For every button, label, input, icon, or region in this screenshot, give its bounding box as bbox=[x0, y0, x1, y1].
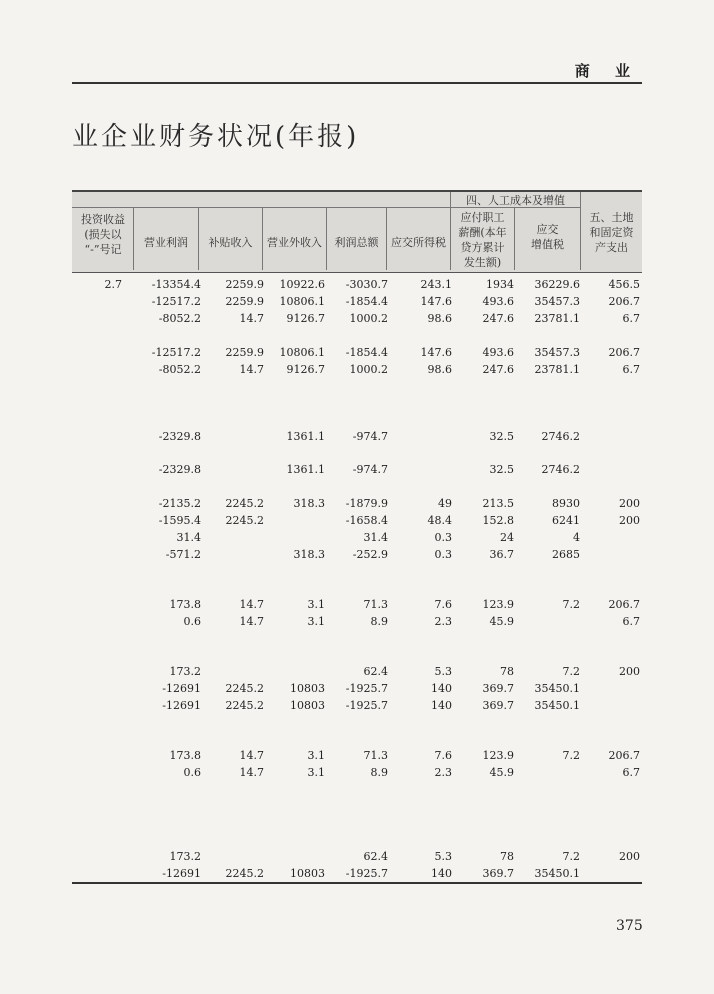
table-cell: -2329.8 bbox=[158, 463, 201, 476]
table-cell: 10803 bbox=[290, 682, 325, 695]
table-cell: 7.6 bbox=[434, 598, 452, 611]
table-cell: 9126.7 bbox=[286, 363, 325, 376]
page-number: 375 bbox=[616, 918, 643, 934]
table-cell: 10806.1 bbox=[279, 295, 325, 308]
table-cell: 200 bbox=[619, 665, 640, 678]
table-cell: 147.6 bbox=[420, 295, 452, 308]
table-cell: 8.9 bbox=[370, 766, 388, 779]
table-cell: 213.5 bbox=[482, 497, 514, 510]
table-cell: 2.7 bbox=[104, 278, 122, 291]
table-cell: 31.4 bbox=[176, 531, 201, 544]
table-cell: -252.9 bbox=[352, 548, 388, 561]
table-cell: 493.6 bbox=[482, 346, 514, 359]
table-cell: 7.2 bbox=[562, 598, 580, 611]
table-cell: 3.1 bbox=[307, 615, 325, 628]
table-cell: 173.8 bbox=[169, 749, 201, 762]
table-cell: 173.2 bbox=[169, 665, 201, 678]
table-cell: 2.3 bbox=[434, 615, 452, 628]
table-cell: 318.3 bbox=[293, 497, 325, 510]
table-cell: 200 bbox=[619, 514, 640, 527]
table-cell: 206.7 bbox=[608, 295, 640, 308]
table-cell: -1854.4 bbox=[345, 295, 388, 308]
table-cell: 48.4 bbox=[427, 514, 452, 527]
table-cell: 2.3 bbox=[434, 766, 452, 779]
table-cell: 200 bbox=[619, 497, 640, 510]
table-cell: 14.7 bbox=[239, 615, 264, 628]
table-cell: 14.7 bbox=[239, 598, 264, 611]
table-cell: 10803 bbox=[290, 699, 325, 712]
table-cell: 45.9 bbox=[489, 615, 514, 628]
table-cell: 1361.1 bbox=[286, 430, 325, 443]
table-cell: 98.6 bbox=[427, 312, 452, 325]
table-cell: 78 bbox=[500, 850, 514, 863]
table-cell: 369.7 bbox=[482, 867, 514, 880]
table-cell: 2245.2 bbox=[225, 867, 264, 880]
table-cell: 6.7 bbox=[622, 312, 640, 325]
table-cell: 5.3 bbox=[434, 665, 452, 678]
table-cell: 1000.2 bbox=[349, 363, 388, 376]
table-cell: -12691 bbox=[162, 699, 201, 712]
table-cell: 147.6 bbox=[420, 346, 452, 359]
table-cell: 140 bbox=[431, 699, 452, 712]
table-cell: 123.9 bbox=[482, 598, 514, 611]
table-cell: 0.6 bbox=[183, 766, 201, 779]
table-cell: 10806.1 bbox=[279, 346, 325, 359]
table-cell: 3.1 bbox=[307, 598, 325, 611]
table-cell: 78 bbox=[500, 665, 514, 678]
table-cell: 62.4 bbox=[363, 850, 388, 863]
table-cell: 1361.1 bbox=[286, 463, 325, 476]
table-cell: 8930 bbox=[552, 497, 580, 510]
table-cell: 36229.6 bbox=[534, 278, 580, 291]
header-wages: 应付职工 薪酬(本年 贷方累计 发生额) bbox=[458, 211, 507, 269]
table-cell: 71.3 bbox=[363, 598, 388, 611]
table-cell: -1854.4 bbox=[345, 346, 388, 359]
section-label: 商 业 bbox=[574, 62, 640, 80]
table-cell: 23781.1 bbox=[534, 363, 580, 376]
table-cell: 14.7 bbox=[239, 312, 264, 325]
table-cell: 35450.1 bbox=[534, 682, 580, 695]
page-title: 业企业财务状况(年报) bbox=[72, 122, 360, 152]
table-cell: 14.7 bbox=[239, 766, 264, 779]
table-cell: 243.1 bbox=[420, 278, 452, 291]
table-cell: -8052.2 bbox=[158, 312, 201, 325]
table-cell: 318.3 bbox=[293, 548, 325, 561]
table-cell: 2245.2 bbox=[225, 514, 264, 527]
table-cell: -8052.2 bbox=[158, 363, 201, 376]
table-cell: 7.2 bbox=[562, 850, 580, 863]
table-cell: 0.6 bbox=[183, 615, 201, 628]
table-cell: 2259.9 bbox=[225, 295, 264, 308]
table-cell: 2685 bbox=[552, 548, 580, 561]
table-cell: 5.3 bbox=[434, 850, 452, 863]
table-cell: 45.9 bbox=[489, 766, 514, 779]
top-rule bbox=[72, 82, 642, 84]
table-cell: 23781.1 bbox=[534, 312, 580, 325]
table-cell: 6.7 bbox=[622, 363, 640, 376]
table-cell: 24 bbox=[500, 531, 514, 544]
bottom-rule bbox=[72, 882, 642, 884]
table-cell: 8.9 bbox=[370, 615, 388, 628]
table-cell: 206.7 bbox=[608, 749, 640, 762]
table-cell: -12691 bbox=[162, 682, 201, 695]
table-cell: 1934 bbox=[486, 278, 514, 291]
table-cell: -974.7 bbox=[352, 430, 388, 443]
header-vat: 应交 增值税 bbox=[531, 223, 564, 251]
table-cell: -1925.7 bbox=[345, 699, 388, 712]
header-income-tax: 应交所得税 bbox=[391, 236, 446, 249]
table-cell: -974.7 bbox=[352, 463, 388, 476]
table-cell: 152.8 bbox=[482, 514, 514, 527]
table-cell: 123.9 bbox=[482, 749, 514, 762]
table-cell: 14.7 bbox=[239, 363, 264, 376]
table-cell: 6241 bbox=[552, 514, 580, 527]
table-cell: 3.1 bbox=[307, 749, 325, 762]
table-cell: 2746.2 bbox=[541, 430, 580, 443]
table-cell: 7.2 bbox=[562, 665, 580, 678]
table-cell: -1879.9 bbox=[345, 497, 388, 510]
table-cell: 200 bbox=[619, 850, 640, 863]
table-cell: 71.3 bbox=[363, 749, 388, 762]
header-subrule bbox=[72, 207, 450, 208]
table-cell: 2245.2 bbox=[225, 682, 264, 695]
table-cell: -13354.4 bbox=[151, 278, 201, 291]
table-cell: 0.3 bbox=[434, 531, 452, 544]
header-invest-income: 投资收益 (损失以 “-”号记 bbox=[81, 213, 125, 256]
table-cell: 9126.7 bbox=[286, 312, 325, 325]
header-non-op-income: 营业外收入 bbox=[267, 236, 322, 249]
table-cell: 6.7 bbox=[622, 766, 640, 779]
table-cell: 369.7 bbox=[482, 699, 514, 712]
table-cell: 173.2 bbox=[169, 850, 201, 863]
table-cell: 7.6 bbox=[434, 749, 452, 762]
table-cell: 49 bbox=[438, 497, 452, 510]
table-cell: 98.6 bbox=[427, 363, 452, 376]
table-cell: -12517.2 bbox=[151, 295, 201, 308]
table-cell: 10803 bbox=[290, 867, 325, 880]
table-cell: 2259.9 bbox=[225, 346, 264, 359]
table-cell: -1595.4 bbox=[158, 514, 201, 527]
table-cell: 456.5 bbox=[608, 278, 640, 291]
table-cell: 7.2 bbox=[562, 749, 580, 762]
header-group-labor-vat: 四、人工成本及增值 bbox=[466, 194, 565, 207]
table-cell: 140 bbox=[431, 682, 452, 695]
table-cell: 35450.1 bbox=[534, 867, 580, 880]
table-cell: 2245.2 bbox=[225, 497, 264, 510]
table-cell: 173.8 bbox=[169, 598, 201, 611]
table-cell: -1925.7 bbox=[345, 867, 388, 880]
table-cell: -12691 bbox=[162, 867, 201, 880]
table-cell: 4 bbox=[573, 531, 580, 544]
table-cell: -1658.4 bbox=[345, 514, 388, 527]
table-cell: 35457.3 bbox=[534, 346, 580, 359]
header-land-fixed-assets: 五、土地 和固定资 产支出 bbox=[589, 211, 634, 254]
table-cell: 2245.2 bbox=[225, 699, 264, 712]
table-cell: -571.2 bbox=[165, 548, 201, 561]
table-cell: 35457.3 bbox=[534, 295, 580, 308]
table-cell: 1000.2 bbox=[349, 312, 388, 325]
table-cell: 247.6 bbox=[482, 363, 514, 376]
table-cell: 0.3 bbox=[434, 548, 452, 561]
header-subsidy: 补贴收入 bbox=[208, 236, 253, 249]
table-cell: -12517.2 bbox=[151, 346, 201, 359]
table-cell: 35450.1 bbox=[534, 699, 580, 712]
table-cell: 493.6 bbox=[482, 295, 514, 308]
table-cell: 10922.6 bbox=[279, 278, 325, 291]
table-cell: 32.5 bbox=[489, 463, 514, 476]
table-cell: 2259.9 bbox=[225, 278, 264, 291]
table-cell: 2746.2 bbox=[541, 463, 580, 476]
table-cell: -2329.8 bbox=[158, 430, 201, 443]
table-cell: -2135.2 bbox=[158, 497, 201, 510]
table-cell: 3.1 bbox=[307, 766, 325, 779]
table-cell: 247.6 bbox=[482, 312, 514, 325]
table-cell: 140 bbox=[431, 867, 452, 880]
table-cell: 14.7 bbox=[239, 749, 264, 762]
table-cell: 32.5 bbox=[489, 430, 514, 443]
table-cell: 36.7 bbox=[489, 548, 514, 561]
table-cell: 62.4 bbox=[363, 665, 388, 678]
header-total-profit: 利润总额 bbox=[334, 236, 379, 249]
table-cell: -3030.7 bbox=[345, 278, 388, 291]
header-op-profit: 营业利润 bbox=[144, 236, 188, 249]
table-cell: -1925.7 bbox=[345, 682, 388, 695]
table-cell: 6.7 bbox=[622, 615, 640, 628]
table-cell: 369.7 bbox=[482, 682, 514, 695]
table-cell: 31.4 bbox=[363, 531, 388, 544]
table-cell: 206.7 bbox=[608, 598, 640, 611]
table-cell: 206.7 bbox=[608, 346, 640, 359]
